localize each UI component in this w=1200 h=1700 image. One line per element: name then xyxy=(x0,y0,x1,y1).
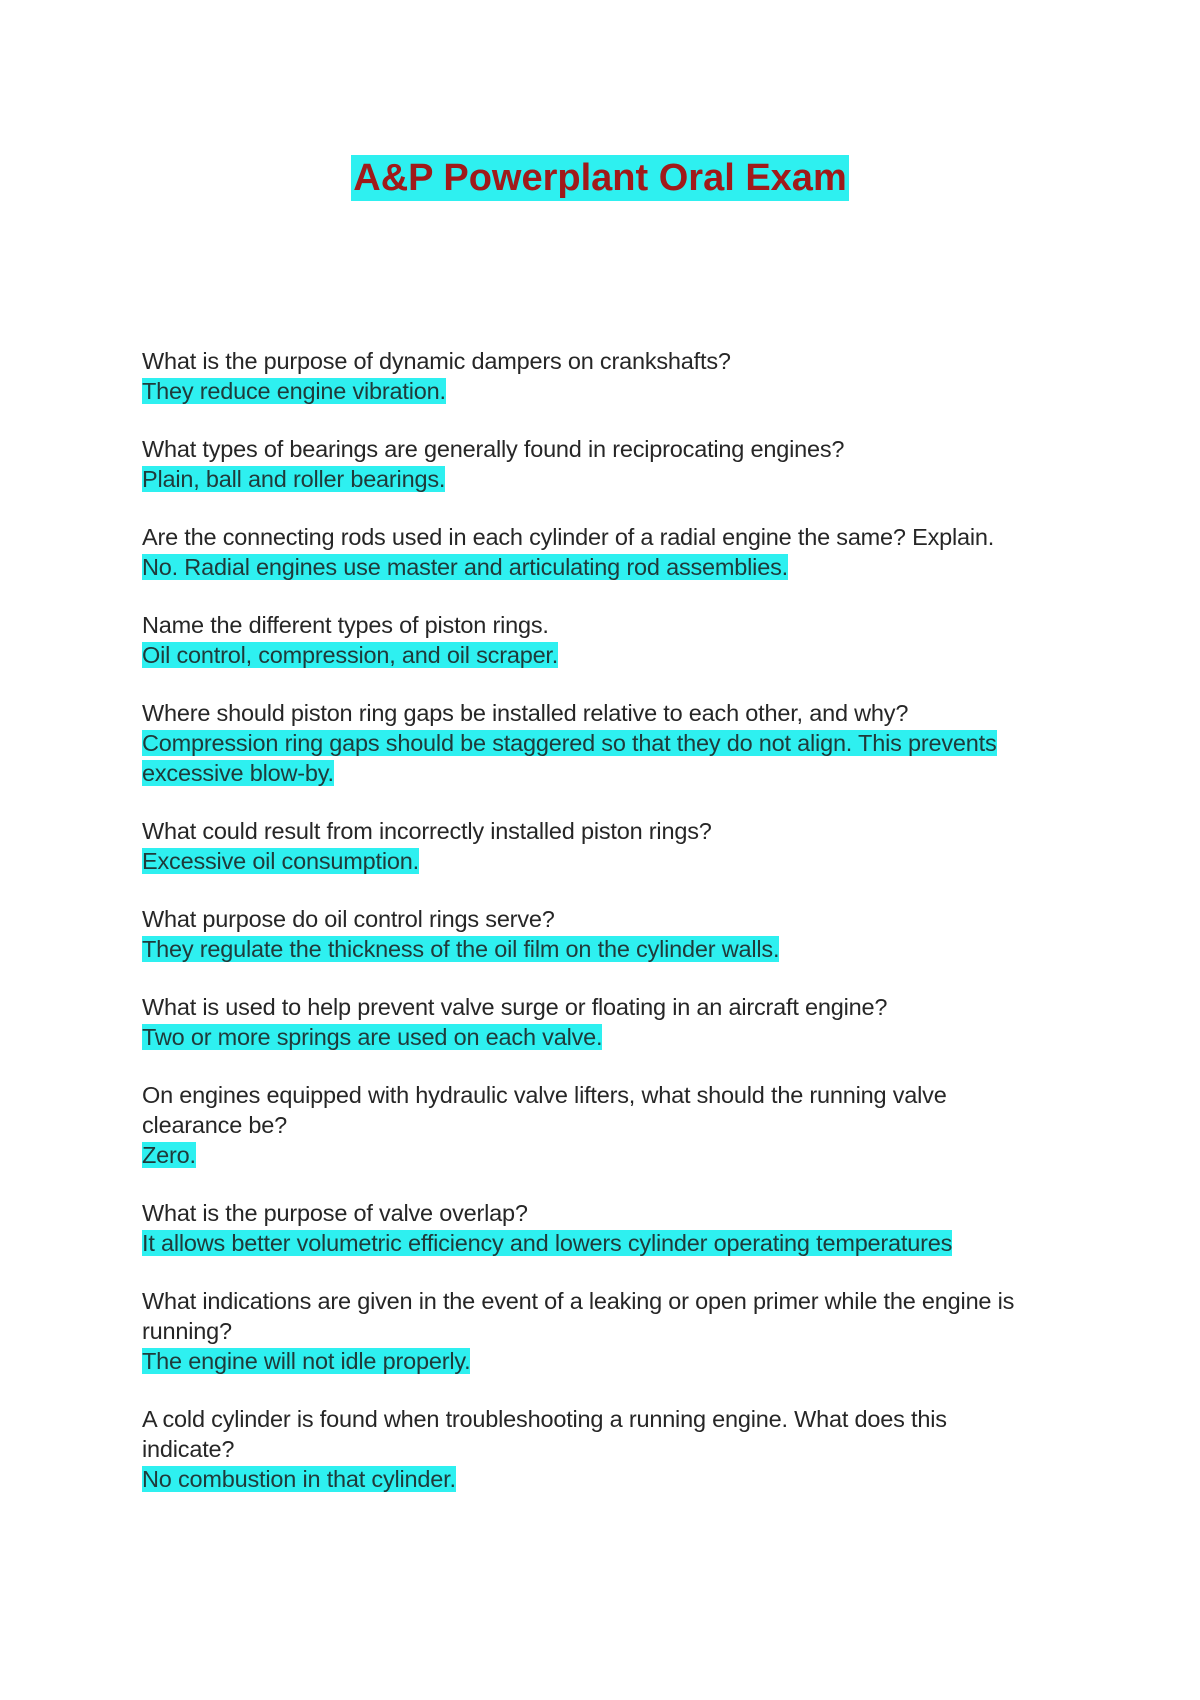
answer-text xyxy=(142,1022,1042,1052)
qa-item xyxy=(142,522,1042,582)
question-text: Name the different types of piston rings. xyxy=(142,612,549,638)
question-text: What purpose do oil control rings serve? xyxy=(142,906,555,932)
answer-highlight: Plain, ball and roller bearings. xyxy=(142,466,446,492)
answer-highlight: Compression ring gaps should be staggered so that they do not align. This prevents excessive blow-by. xyxy=(142,730,997,786)
answer-text xyxy=(142,1228,1042,1258)
answer-highlight: They reduce engine vibration. xyxy=(142,378,446,404)
qa-item xyxy=(142,816,1042,876)
qa-list xyxy=(142,346,1042,1522)
qa-item xyxy=(142,992,1042,1052)
answer-text xyxy=(142,376,1042,406)
question-text: What indications are given in the event of a leaking or open primer while the engine is running? xyxy=(142,1288,1015,1344)
answer-highlight: Excessive oil consumption. xyxy=(142,848,419,874)
answer-highlight: The engine will not idle properly. xyxy=(142,1348,471,1374)
qa-item xyxy=(142,346,1042,406)
answer-text xyxy=(142,1140,1042,1170)
answer-highlight: Oil control, compression, and oil scraper. xyxy=(142,642,559,668)
question-text: Where should piston ring gaps be installed relative to each other, and why? xyxy=(142,700,909,726)
qa-item xyxy=(142,698,1042,788)
question-text: What could result from incorrectly installed piston rings? xyxy=(142,818,712,844)
answer-highlight: No. Radial engines use master and articulating rod assemblies. xyxy=(142,554,788,580)
qa-item xyxy=(142,1080,1042,1170)
answer-highlight: It allows better volumetric efficiency and lowers cylinder operating temperatures xyxy=(142,1230,953,1256)
answer-highlight: They regulate the thickness of the oil film on the cylinder walls. xyxy=(142,936,780,962)
qa-item xyxy=(142,610,1042,670)
answer-text xyxy=(142,1464,1042,1494)
qa-item xyxy=(142,1198,1042,1258)
answer-text xyxy=(142,464,1042,494)
qa-item xyxy=(142,1286,1042,1376)
answer-text xyxy=(142,552,1042,582)
question-text: A cold cylinder is found when troubleshooting a running engine. What does this indicate? xyxy=(142,1406,947,1462)
question-text: On engines equipped with hydraulic valve lifters, what should the running valve clearance be? xyxy=(142,1082,947,1138)
qa-item xyxy=(142,904,1042,964)
answer-highlight: Zero. xyxy=(142,1142,196,1168)
qa-item xyxy=(142,434,1042,494)
answer-text xyxy=(142,728,1042,788)
answer-text xyxy=(142,846,1042,876)
answer-text xyxy=(142,1346,1042,1376)
question-text: What types of bearings are generally found in reciprocating engines? xyxy=(142,436,845,462)
answer-highlight: Two or more springs are used on each valve. xyxy=(142,1024,603,1050)
question-text: What is used to help prevent valve surge or floating in an aircraft engine? xyxy=(142,994,888,1020)
question-text: What is the purpose of dynamic dampers on crankshafts? xyxy=(142,348,731,374)
question-text: Are the connecting rods used in each cylinder of a radial engine the same? Explain. xyxy=(142,524,995,550)
document-title: A&P Powerplant Oral Exam xyxy=(353,157,847,199)
answer-text xyxy=(142,640,1042,670)
qa-item xyxy=(142,1404,1042,1494)
title-container xyxy=(0,155,1200,201)
question-text: What is the purpose of valve overlap? xyxy=(142,1200,528,1226)
answer-text xyxy=(142,934,1042,964)
answer-highlight: No combustion in that cylinder. xyxy=(142,1466,456,1492)
